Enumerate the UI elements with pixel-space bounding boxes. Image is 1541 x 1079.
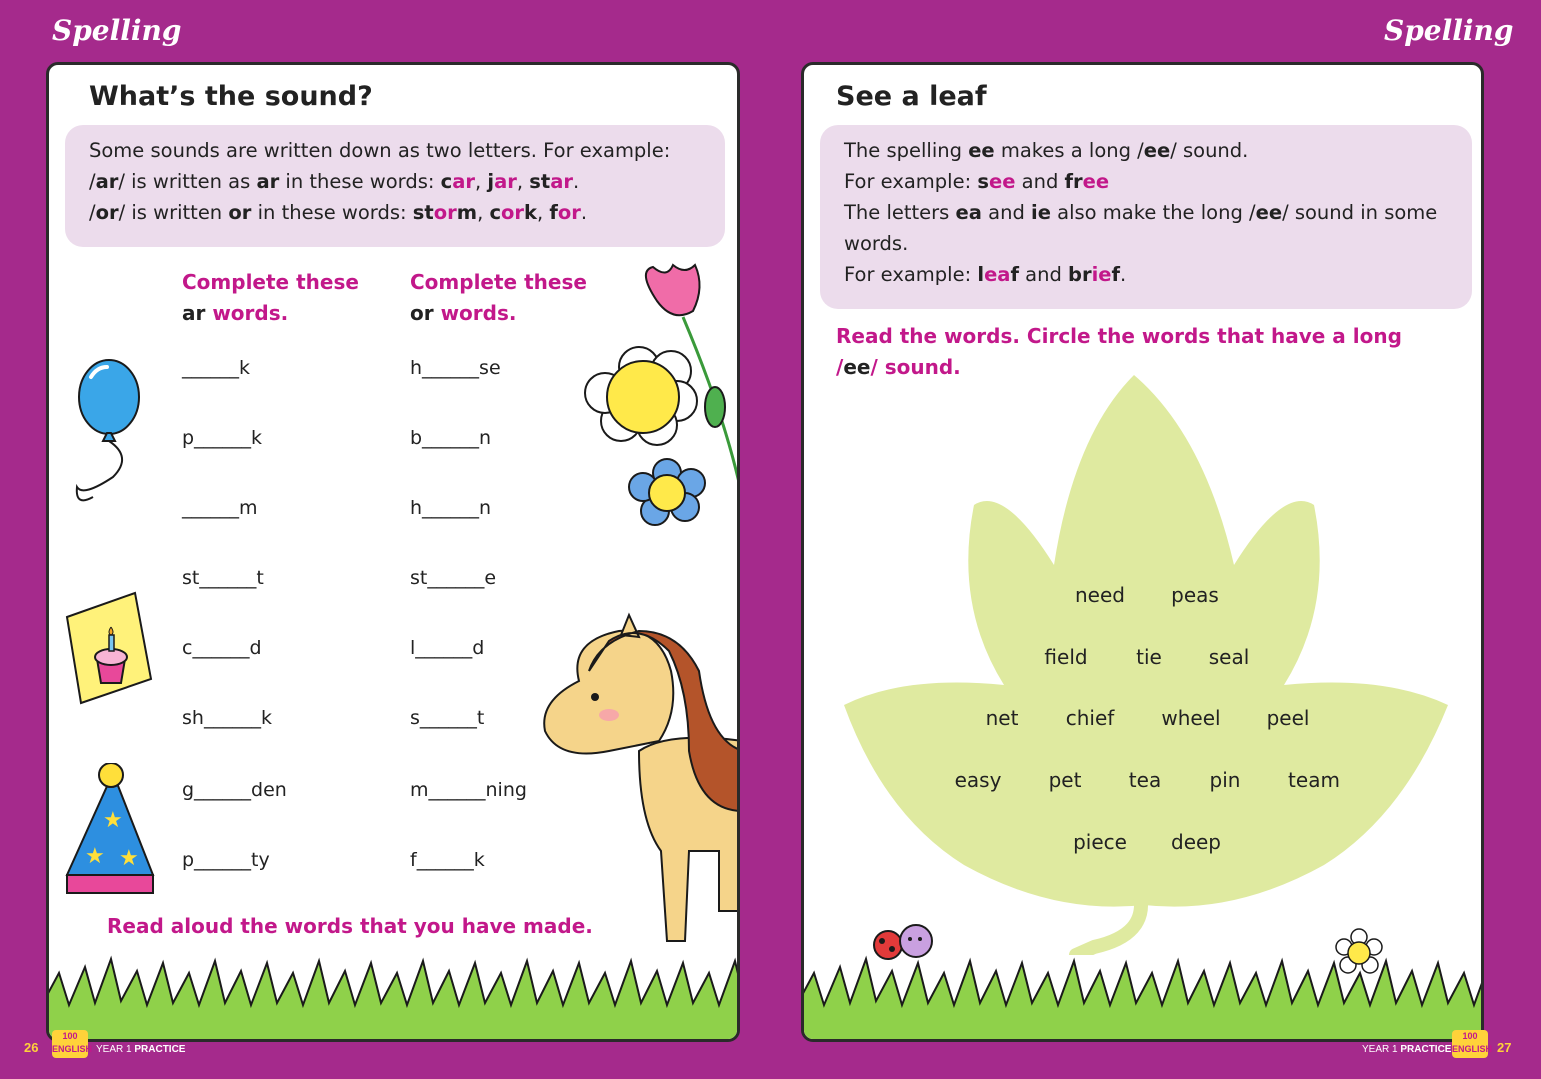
flowers-icon <box>577 261 740 551</box>
or-word-blank[interactable]: st______e <box>410 567 497 589</box>
grass-icon <box>46 953 740 1042</box>
page-number-left: 26 <box>24 1040 39 1055</box>
leaf-word[interactable]: peas <box>1171 583 1219 607</box>
leaf-word[interactable]: pin <box>1209 768 1241 792</box>
page-number-right: 27 <box>1497 1040 1512 1055</box>
or-word-blank[interactable]: h______n <box>410 497 492 519</box>
leaf-word[interactable]: team <box>1288 768 1340 792</box>
or-column-heading: Complete these or words. <box>410 270 587 325</box>
100-english-logo: 100 ENGLISH <box>52 1030 88 1058</box>
info-line-5: For example: leaf and brief. <box>844 263 1127 286</box>
leaf-word[interactable]: piece <box>1073 830 1127 854</box>
leaf-word[interactable]: tie <box>1136 645 1162 669</box>
info-line-3: The letters ea and ie also make the long /ee/ sound in some <box>844 201 1438 224</box>
svg-text:★: ★ <box>103 808 123 833</box>
ar-word-blank[interactable]: ______k <box>182 357 251 379</box>
or-word-blank[interactable]: l______d <box>410 637 485 659</box>
ar-word-blank[interactable]: ______m <box>182 497 258 519</box>
info-line-4: words. <box>844 232 909 255</box>
leaf-word[interactable]: deep <box>1171 830 1221 854</box>
svg-text:★: ★ <box>85 844 105 869</box>
or-word-blank[interactable]: m______ning <box>410 779 527 801</box>
balloon-icon <box>63 347 153 517</box>
ar-word-blank[interactable]: sh______k <box>182 707 272 729</box>
or-word-blank[interactable]: b______n <box>410 427 492 449</box>
svg-text:★: ★ <box>119 846 139 871</box>
info-line-1: Some sounds are written down as two letters. For example: <box>89 139 671 162</box>
right-page-title: See a leaf <box>836 81 987 112</box>
bottom-instruction: Read aloud the words that you have made. <box>107 914 593 938</box>
header-right-section-title: Spelling <box>1384 14 1514 47</box>
leaf-word[interactable]: need <box>1075 583 1125 607</box>
left-page-panel <box>46 62 740 1042</box>
footer-right-label: YEAR 1 PRACTICE <box>1362 1044 1452 1055</box>
info-line-3: /or/ is written or in these words: storm, cork, for. <box>89 201 588 224</box>
right-info-box <box>820 125 1472 309</box>
leaf-word[interactable]: easy <box>954 768 1002 792</box>
or-word-blank[interactable]: h______se <box>410 357 501 379</box>
leaf-word[interactable]: net <box>985 706 1019 730</box>
pony-icon <box>539 611 740 951</box>
header-left-section-title: Spelling <box>52 14 182 47</box>
100-english-logo: 100 ENGLISH <box>1452 1030 1488 1058</box>
info-line-2: For example: see and free <box>844 170 1110 193</box>
right-page-panel <box>801 62 1484 1042</box>
ar-word-blank[interactable]: p______ty <box>182 849 270 871</box>
leaf-word[interactable]: wheel <box>1161 706 1221 730</box>
left-info-box <box>65 125 725 247</box>
right-instruction: Read the words. Circle the words that have a long /ee/ sound. <box>836 324 1402 379</box>
leaf-word[interactable]: tea <box>1128 768 1162 792</box>
footer-left <box>24 1040 38 1055</box>
party-hat-icon <box>63 763 159 897</box>
birthday-card-icon <box>63 587 155 707</box>
leaf-word[interactable]: chief <box>1065 706 1115 730</box>
footer-left-label: YEAR 1 PRACTICE <box>96 1044 186 1055</box>
ar-word-blank[interactable]: g______den <box>182 779 287 801</box>
info-line-2: /ar/ is written as ar in these words: car, jar, star. <box>89 170 580 193</box>
leaf-word[interactable]: peel <box>1266 706 1310 730</box>
footer-right <box>1497 1040 1511 1055</box>
leaf-word[interactable]: pet <box>1048 768 1082 792</box>
ar-word-blank[interactable]: p______k <box>182 427 263 449</box>
left-page-title: What’s the sound? <box>89 81 373 112</box>
leaf-word[interactable]: field <box>1044 645 1088 669</box>
grass-icon <box>801 953 1484 1042</box>
ar-column-heading: Complete these ar words. <box>182 270 359 325</box>
info-line-1: The spelling ee makes a long /ee/ sound. <box>844 139 1249 162</box>
leaf-word[interactable]: seal <box>1208 645 1250 669</box>
ar-word-blank[interactable]: c______d <box>182 637 262 659</box>
or-word-blank[interactable]: f______k <box>410 849 485 871</box>
ar-word-blank[interactable]: st______t <box>182 567 264 589</box>
or-word-blank[interactable]: s______t <box>410 707 485 729</box>
